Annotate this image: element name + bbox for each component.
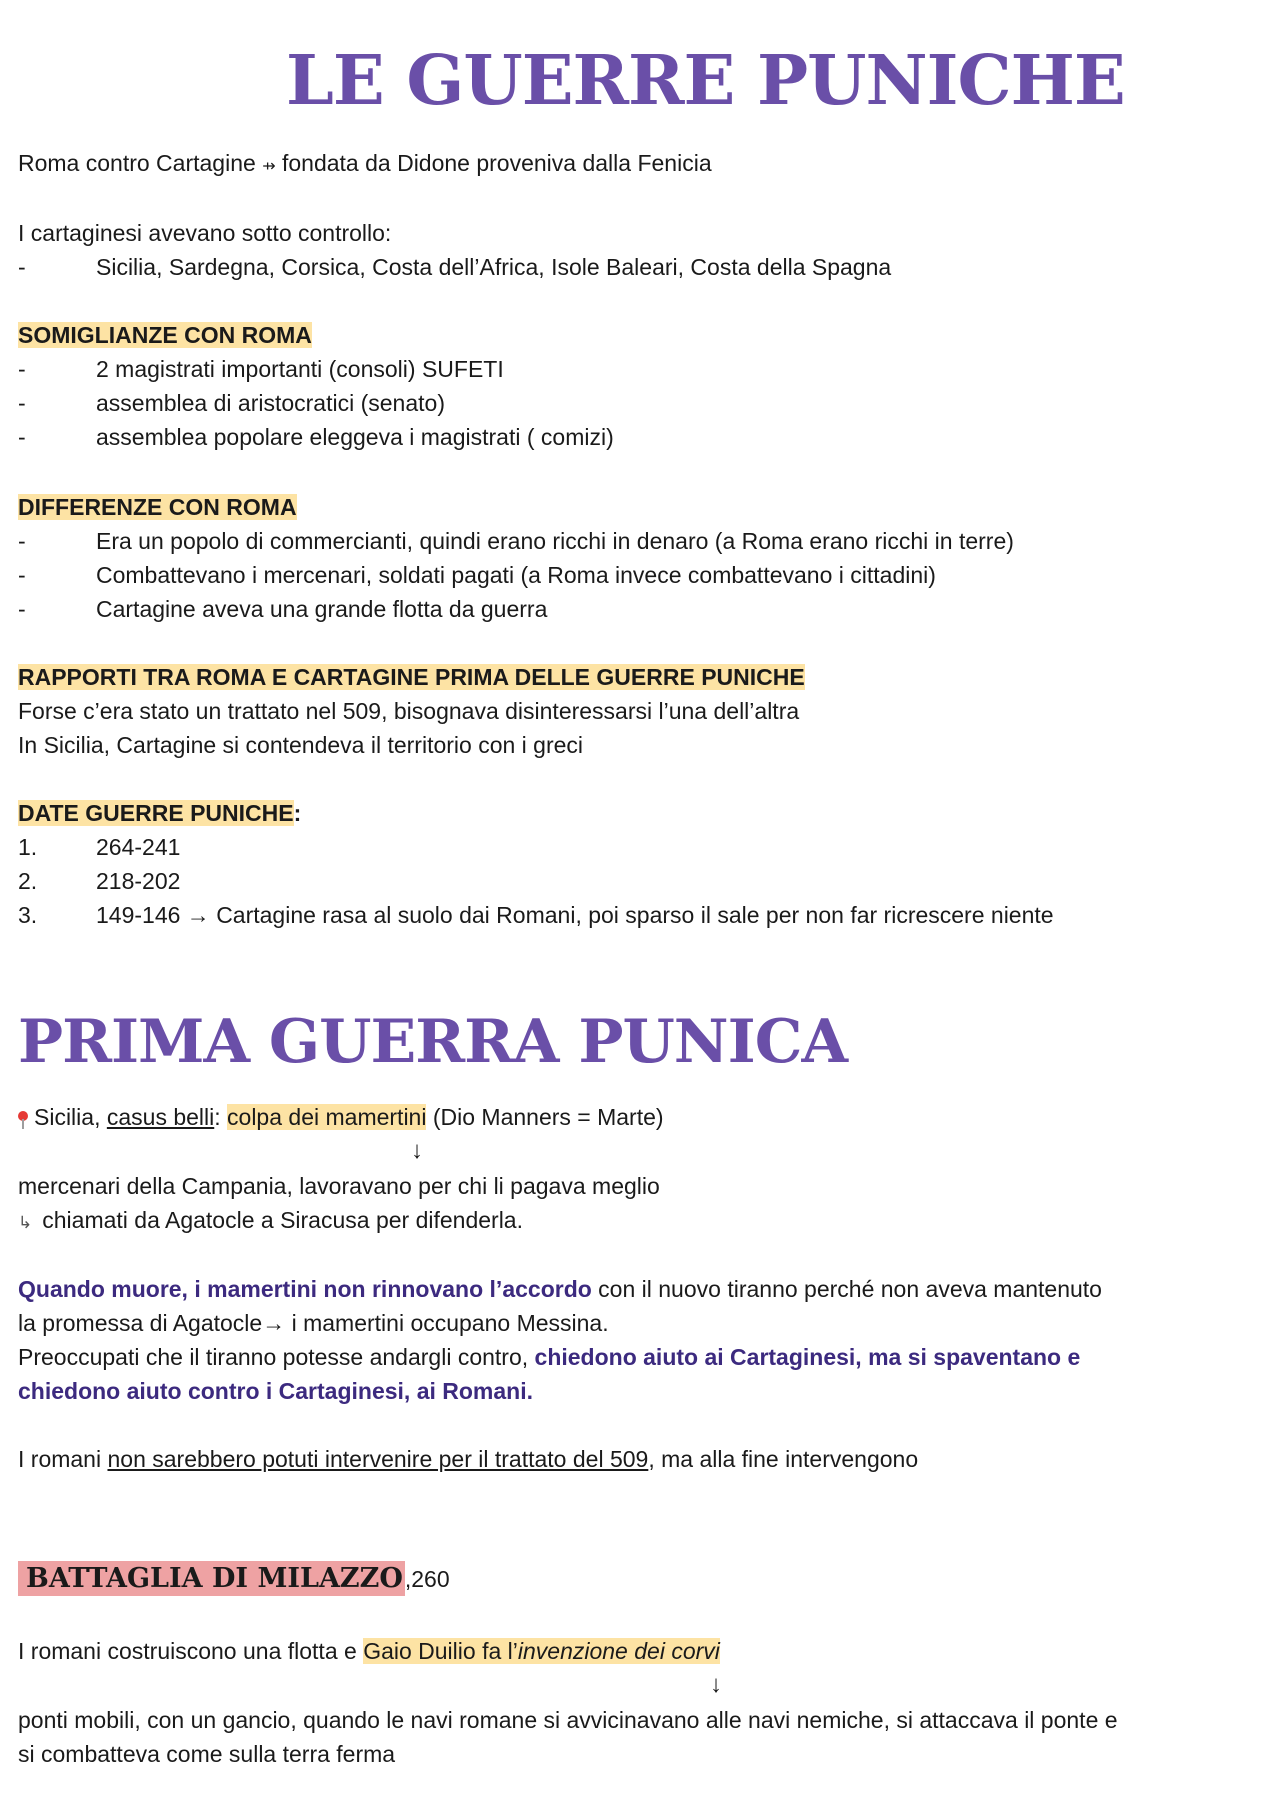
date-item-num: 3. [18, 902, 38, 928]
casus-text: Sicilia, [34, 1104, 107, 1130]
list-item-text: Era un popolo di commercianti, quindi erano ricchi in denaro (a Roma erano ricchi in terre) [96, 528, 1014, 554]
list-item-text: Combattevano i mercenari, soldati pagati (a Roma invece combattevano i cittadini) [96, 562, 936, 588]
section-title-prima: PRIMA GUERRA PUNICA [18, 1007, 848, 1077]
intro-left: Roma contro Cartagine [18, 150, 256, 176]
rapporti-line: Forse c’era stato un trattato nel 509, bisognava disinteressarsi l’una dell’altra [18, 698, 800, 724]
date-item-num: 1. [18, 834, 38, 860]
list-item-text: assemblea popolare eleggeva i magistrati ( comizi) [96, 424, 614, 450]
somiglianze-heading [18, 318, 312, 352]
chiamati-text: chiamati da Agatocle a Siracusa per difenderla. [42, 1207, 523, 1233]
date-item-text: 149-146 → Cartagine rasa al suolo dai Romani, poi sparso il sale per non far ricrescere niente [96, 902, 1054, 928]
differenze-heading-text: DIFFERENZE CON ROMA [18, 494, 297, 520]
arrow-icon: ⇸ [262, 158, 276, 175]
list-item-text: 2 magistrati importanti (consoli) SUFETI [96, 356, 504, 382]
dash-bullet: - [18, 424, 26, 450]
intro-line [18, 146, 712, 184]
rapporti-line: In Sicilia, Cartagine si contendeva il territorio con i greci [18, 732, 584, 758]
control-item-text: Sicilia, Sardegna, Corsica, Costa dell’Africa, Isole Baleari, Costa della Spagna [96, 254, 892, 280]
date-item-text: 218-202 [96, 868, 181, 894]
arrow-down-icon: ↓ [710, 1671, 722, 1698]
arrow-down-icon: ↓ [411, 1137, 423, 1164]
corvi-highlight [363, 1638, 720, 1664]
date-heading [18, 796, 301, 830]
battaglia-line: ponti mobili, con un gancio, quando le navi romane si avvicinavano alle navi nemiche, si attaccava il ponte e [18, 1707, 1118, 1733]
page-title: LE GUERRE PUNICHE [286, 41, 1125, 121]
chiamati-line [18, 1203, 523, 1240]
corvi-highlight-text: Gaio Duilio fa l’ [363, 1638, 518, 1664]
rapporti-heading [18, 660, 805, 694]
paragraph-text: I romani costruiscono una flotta e [18, 1638, 364, 1664]
rapporti-heading-text: RAPPORTI TRA ROMA E CARTAGINE PRIMA DELLE GUERRE PUNICHE [18, 664, 805, 690]
date-item-num: 2. [18, 868, 38, 894]
battaglia-line: si combatteva come sulla terra ferma [18, 1741, 396, 1767]
paragraph-line: la promessa di Agatocle→ i mamertini occupano Messina. [18, 1310, 609, 1336]
list-item [18, 352, 504, 386]
battaglia-year: ,260 [404, 1566, 450, 1592]
dash-bullet: - [18, 528, 26, 554]
list-item [18, 524, 1014, 558]
date-heading-text: DATE GUERRE PUNICHE [18, 800, 294, 826]
casus-belli-line [18, 1100, 664, 1134]
intro-right: fondata da Didone proveniva dalla Fenicia [281, 150, 712, 176]
pin-icon [18, 1111, 28, 1125]
paragraph-line [18, 1272, 1102, 1306]
paragraph-text: Preoccupati che il tiranno potesse andargli contro, [18, 1344, 535, 1370]
return-arrow-icon: ↳ [18, 1213, 33, 1232]
battaglia-heading [18, 1562, 450, 1596]
paragraph-line: chiedono aiuto contro i Cartaginesi, ai Romani. [18, 1378, 534, 1404]
battaglia-line [18, 1634, 720, 1668]
battaglia-title: BATTAGLIA DI MILAZZO [18, 1561, 405, 1596]
dash-bullet: - [18, 562, 26, 588]
date-item [18, 898, 1054, 932]
differenze-heading [18, 490, 297, 524]
dash-bullet: - [18, 356, 26, 382]
list-item [18, 386, 445, 420]
somiglianze-heading-text: SOMIGLIANZE CON ROMA [18, 322, 312, 348]
list-item-text: assemblea di aristocratici (senato) [96, 390, 445, 416]
date-item [18, 830, 180, 864]
list-item [18, 558, 936, 592]
control-heading: I cartaginesi avevano sotto controllo: [18, 220, 392, 246]
paragraph-text: , ma alla fine intervengono [648, 1446, 919, 1472]
underlined-text: non sarebbero potuti intervenire per il trattato del 509 [107, 1446, 649, 1472]
dash-bullet: - [18, 390, 26, 416]
dash-bullet: - [18, 596, 26, 622]
mamertini-highlight: colpa dei mamertini [227, 1104, 427, 1130]
casus-colon: : [214, 1104, 228, 1130]
dash-bullet: - [18, 254, 26, 280]
list-item [18, 420, 614, 454]
paragraph-line [18, 1442, 918, 1476]
paragraph-text: I romani [18, 1446, 108, 1472]
corvi-italic-text: invenzione dei corvi [517, 1638, 720, 1664]
date-item [18, 864, 180, 898]
mercenari-line: mercenari della Campania, lavoravano per chi li pagava meglio [18, 1173, 660, 1199]
control-item [18, 250, 891, 284]
paragraph-text: con il nuovo tiranno perché non aveva mantenuto [591, 1276, 1102, 1302]
casus-note: (Dio Manners = Marte) [426, 1104, 664, 1130]
list-item [18, 592, 547, 626]
casus-belli-text: casus belli [106, 1104, 215, 1130]
paragraph-line [18, 1340, 1080, 1374]
bold-purple-text: chiedono aiuto ai Cartaginesi, ma si spaventano e [534, 1344, 1081, 1370]
date-item-text: 264-241 [96, 834, 181, 860]
list-item-text: Cartagine aveva una grande flotta da guerra [96, 596, 548, 622]
date-heading-colon: : [293, 800, 302, 826]
bold-purple-text: Quando muore, i mamertini non rinnovano l’accordo [18, 1276, 592, 1302]
